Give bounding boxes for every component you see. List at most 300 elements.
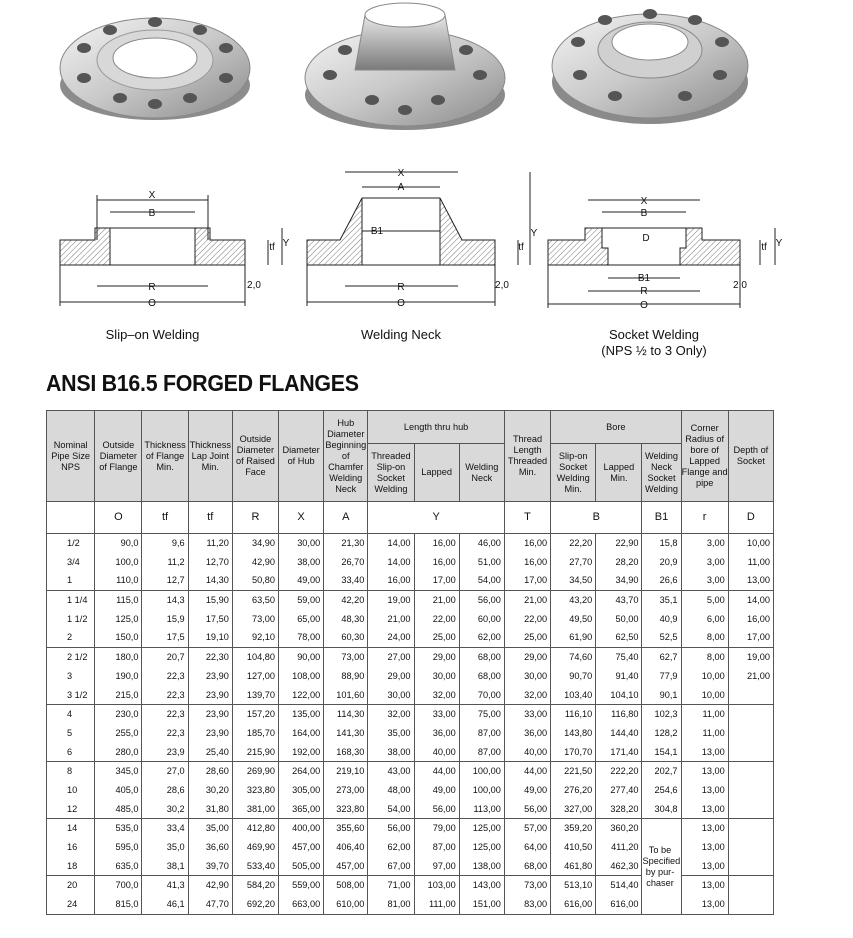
table-cell: 535,0 (115, 823, 139, 834)
dim-b1-3: B1 (637, 273, 651, 284)
table-cell: 14,30 (205, 575, 229, 586)
table-cell: 144,40 (610, 727, 639, 738)
table-cell: 70,00 (477, 689, 501, 700)
table-cell: 101,60 (336, 689, 365, 700)
table-cell: 33,40 (341, 575, 365, 586)
table-cell: 11,00 (702, 727, 725, 738)
table-cell: 26,70 (341, 556, 365, 567)
value-cell (681, 705, 728, 762)
table-cell: 12,7 (166, 575, 185, 586)
value-cell (459, 705, 504, 762)
table-cell (729, 876, 770, 895)
table-cell: 41,3 (166, 880, 185, 891)
table-cell: 56,00 (524, 803, 548, 814)
value-cell (681, 876, 728, 914)
value-cell (368, 876, 414, 914)
table-row-group (47, 648, 774, 705)
table-cell: 30,00 (432, 670, 456, 681)
table-cell: 400,00 (292, 823, 321, 834)
table-cell: 23,90 (205, 709, 229, 720)
table-cell: 559,00 (292, 880, 321, 891)
table-cell: 60,00 (477, 613, 501, 624)
table-cell (729, 686, 770, 705)
table-cell: 22,3 (166, 709, 185, 720)
value-cell (596, 591, 642, 648)
flange-illustrations (0, 0, 853, 370)
table-cell: 513,10 (564, 880, 593, 891)
table-cell: 22,3 (166, 727, 185, 738)
value-cell (232, 591, 278, 648)
nps-cell (47, 762, 95, 819)
table-cell: 35,0 (166, 842, 185, 852)
table-cell: 19,00 (387, 595, 411, 606)
value-cell (728, 534, 773, 591)
header-threaded-slip: Threaded Slip-on Socket Welding (368, 444, 414, 502)
table-cell: 56,00 (432, 803, 456, 814)
table-cell: 97,00 (432, 860, 456, 871)
nps-value: 1 (67, 575, 73, 586)
table-cell: 38,00 (387, 746, 411, 757)
table-cell: 127,00 (246, 670, 276, 681)
socket-welding-flange-photo (552, 9, 748, 124)
table-cell: 79,00 (432, 823, 456, 834)
value-cell (504, 591, 550, 648)
table-cell: 6,00 (706, 613, 725, 624)
table-cell: 3,00 (706, 575, 725, 586)
table-cell: 27,00 (387, 652, 411, 663)
dim-2-1: 2,0 (247, 280, 261, 291)
table-cell: 31,80 (205, 803, 229, 814)
table-cell: 23,90 (205, 689, 229, 700)
table-body (47, 534, 774, 915)
header-bore: Bore (551, 411, 681, 444)
table-cell: 34,90 (615, 575, 639, 586)
table-cell: 36,60 (205, 842, 229, 852)
table-cell: 381,00 (246, 803, 276, 814)
symbol-d: D (728, 502, 773, 534)
table-cell: 15,9 (166, 613, 185, 624)
nps-value: 1/2 (67, 538, 80, 548)
table-cell: 610,00 (336, 899, 365, 910)
dim-r-3: R (640, 286, 648, 297)
nps-value: 1 1/4 (67, 595, 88, 606)
table-cell: 26,6 (659, 575, 678, 586)
table-cell: 54,00 (477, 575, 501, 586)
table-cell: 185,70 (246, 727, 276, 738)
table-cell: 92,10 (252, 632, 276, 643)
table-cell: 103,40 (564, 689, 593, 700)
value-cell (95, 705, 142, 762)
dim-y-1: Y (282, 238, 290, 249)
header-lapped: Lapped (414, 444, 459, 502)
table-cell: 230,0 (115, 709, 139, 720)
nps-value: 2 (67, 632, 73, 643)
header-length-thru-hub: Length thru hub (368, 411, 505, 444)
symbol-r-small: r (681, 502, 728, 534)
value-cell (279, 819, 324, 876)
table-row-group (47, 591, 774, 648)
dim-2-3: 2,0 (733, 280, 747, 291)
value-cell (504, 876, 550, 914)
nps-cell (47, 648, 95, 705)
table-cell: 17,00 (747, 632, 770, 643)
table-cell: 255,0 (115, 727, 139, 738)
table-cell: 22,20 (569, 538, 593, 548)
table-cell: 139,70 (246, 689, 276, 700)
table-cell: 75,00 (477, 709, 501, 720)
value-cell (728, 591, 773, 648)
value-cell (232, 819, 278, 876)
table-cell: 64,00 (524, 842, 548, 852)
table-cell: 125,0 (115, 613, 139, 624)
value-cell (681, 591, 728, 648)
table-cell: 21,00 (524, 595, 548, 606)
value-cell (551, 876, 596, 914)
dim-x-2: X (397, 168, 405, 179)
caption-socket-note: (NPS ½ to 3 Only) (601, 343, 707, 358)
value-cell (642, 648, 681, 705)
table-cell: 90,70 (569, 670, 593, 681)
value-cell (232, 648, 278, 705)
table-cell: 65,00 (297, 613, 321, 624)
table-cell: 74,60 (569, 652, 593, 663)
table-cell: 73,00 (524, 880, 548, 891)
value-cell (642, 534, 681, 591)
symbol-r: R (232, 502, 278, 534)
table-cell: 10,00 (747, 538, 770, 548)
table-cell: 40,00 (432, 746, 456, 757)
value-cell (368, 591, 414, 648)
table-cell: 584,20 (246, 880, 276, 891)
table-cell: 273,00 (336, 784, 365, 795)
table-cell: 128,2 (654, 727, 678, 738)
table-cell: 462,30 (610, 860, 639, 871)
symbol-blank (47, 502, 95, 534)
table-cell: 38,00 (297, 556, 321, 567)
value-cell (681, 534, 728, 591)
table-cell: 87,00 (477, 746, 501, 757)
table-cell: 43,20 (569, 595, 593, 606)
table-cell: 533,40 (246, 860, 276, 871)
table-cell: 46,00 (477, 538, 501, 548)
table-cell: 42,90 (205, 880, 229, 891)
value-cell (324, 534, 368, 591)
value-cell (279, 534, 324, 591)
table-cell: 49,00 (432, 784, 456, 795)
table-cell: 25,00 (524, 632, 548, 643)
table-cell: 17,5 (166, 632, 185, 643)
nps-value: 3 1/2 (67, 689, 88, 700)
table-cell: 42,90 (252, 556, 276, 567)
table-cell: 111,00 (428, 899, 456, 910)
table-cell: 43,70 (615, 595, 639, 606)
value-cell (279, 648, 324, 705)
table-cell: 30,00 (387, 689, 411, 700)
value-cell (596, 705, 642, 762)
table-cell: 90,1 (659, 689, 678, 700)
value-cell (728, 762, 773, 819)
table-cell: 505,00 (292, 860, 321, 871)
value-cell (414, 591, 459, 648)
table-cell: 22,00 (432, 613, 456, 624)
header-thread-length: Thread Length Threaded Min. (504, 411, 550, 502)
symbol-y: Y (368, 502, 505, 534)
table-cell: 13,00 (701, 784, 725, 795)
table-cell: 168,30 (336, 746, 365, 757)
table-cell: 485,0 (115, 803, 139, 814)
table-cell: 280,0 (115, 746, 139, 757)
value-cell (642, 591, 681, 648)
table-cell: 27,70 (569, 556, 593, 567)
table-cell: 143,80 (564, 727, 593, 738)
value-cell (324, 876, 368, 914)
table-cell: 36,00 (432, 727, 456, 738)
table-cell: 25,40 (205, 746, 229, 757)
table-cell: 103,00 (427, 880, 456, 891)
value-cell (414, 705, 459, 762)
table-cell: 68,00 (477, 670, 501, 681)
header-hub-dia: Diameter of Hub (279, 411, 324, 502)
value-cell (459, 876, 504, 914)
value-cell (728, 819, 773, 876)
table-cell: 32,00 (432, 689, 456, 700)
value-cell (279, 762, 324, 819)
table-cell: 49,00 (297, 575, 321, 586)
table-cell (729, 724, 770, 743)
table-cell: 52,5 (659, 632, 678, 643)
table-cell: 73,00 (341, 652, 365, 663)
table-cell: 20,7 (166, 652, 185, 663)
table-cell: 50,00 (615, 613, 639, 624)
table-cell: 29,00 (524, 652, 548, 663)
table-cell: 151,00 (472, 899, 501, 910)
table-cell: 33,4 (166, 823, 185, 834)
table-cell: 692,20 (246, 899, 276, 910)
value-cell (596, 876, 642, 914)
table-cell: 115,0 (116, 595, 139, 606)
table-cell: 116,10 (564, 709, 593, 720)
value-cell (368, 705, 414, 762)
table-cell: 108,00 (292, 670, 321, 681)
table-cell: 110,0 (116, 575, 139, 586)
nps-cell (47, 819, 95, 876)
table-cell: 48,30 (341, 613, 365, 624)
table-cell: 30,2 (166, 803, 185, 814)
symbol-tf: tf (142, 502, 188, 534)
value-cell (142, 762, 188, 819)
table-cell: 215,0 (115, 689, 139, 700)
table-cell: 141,30 (336, 727, 365, 738)
value-cell (95, 591, 142, 648)
value-cell (188, 876, 232, 914)
table-cell: 405,0 (115, 784, 139, 795)
table-cell: 157,20 (246, 709, 276, 720)
table-cell: 113,00 (473, 803, 501, 814)
welding-neck-flange-photo (305, 3, 505, 130)
value-cell (95, 648, 142, 705)
table-row-group (47, 705, 774, 762)
table-cell: 20,9 (659, 556, 678, 567)
value-cell (188, 762, 232, 819)
table-cell: 222,20 (610, 766, 639, 777)
table-cell: 8,00 (706, 632, 725, 643)
value-cell (459, 819, 504, 876)
dim-tf-3: tf (761, 242, 767, 253)
table-cell: 48,00 (387, 784, 411, 795)
table-cell: 57,00 (524, 823, 548, 834)
nps-value: 24 (67, 899, 78, 910)
nps-value: 18 (67, 860, 78, 871)
table-cell: 63,50 (252, 595, 276, 606)
socket-section-diagram (548, 200, 775, 308)
value-cell (504, 819, 550, 876)
table-cell: 21,30 (341, 538, 365, 548)
table-cell: 269,90 (246, 766, 276, 777)
table-cell: 59,00 (297, 595, 321, 606)
value-cell (728, 876, 773, 914)
value-cell (596, 534, 642, 591)
header-thickness-lap: Thickness Lap Joint Min. (188, 411, 232, 502)
table-cell: 17,50 (205, 613, 229, 624)
table-cell: 49,00 (524, 784, 548, 795)
value-cell (142, 591, 188, 648)
value-cell (95, 534, 142, 591)
table-cell: 22,00 (524, 613, 548, 624)
table-cell: 102,3 (654, 709, 678, 720)
value-cell (324, 591, 368, 648)
value-cell (368, 534, 414, 591)
spec-note-cell: To be Specified by pur- chaser (642, 819, 681, 914)
table-cell: 3,00 (706, 556, 725, 567)
table-cell: 264,00 (292, 766, 321, 777)
table-cell: 16,00 (524, 556, 548, 567)
table-cell: 328,20 (610, 803, 639, 814)
table-cell: 21,00 (747, 670, 770, 681)
table-cell (729, 819, 770, 838)
table-cell: 22,30 (205, 652, 229, 663)
table-cell: 39,70 (205, 860, 229, 871)
nps-value: 5 (67, 727, 73, 738)
value-cell (188, 648, 232, 705)
table-cell: 254,6 (654, 784, 678, 795)
table-cell: 23,90 (205, 670, 229, 681)
table-cell: 16,00 (432, 538, 456, 548)
header-welding-neck: Welding Neck (459, 444, 504, 502)
table-cell: 60,30 (341, 632, 365, 643)
table-cell: 122,00 (292, 689, 321, 700)
table-cell: 33,00 (524, 709, 548, 720)
dim-d-3: D (642, 233, 650, 244)
table-cell: 21,00 (387, 613, 411, 624)
value-cell (368, 762, 414, 819)
value-cell (414, 819, 459, 876)
nps-value: 12 (67, 803, 78, 814)
table-cell: 457,00 (292, 842, 321, 852)
table-cell: 88,90 (341, 670, 365, 681)
table-cell (729, 857, 770, 876)
value-cell (188, 591, 232, 648)
table-cell: 19,10 (205, 632, 229, 643)
value-cell (728, 705, 773, 762)
value-cell (368, 648, 414, 705)
dim-r-1: R (148, 282, 156, 293)
table-cell: 14,00 (387, 556, 411, 567)
table-cell: 3,00 (706, 538, 725, 548)
table-cell: 13,00 (747, 575, 770, 586)
table-cell: 19,00 (747, 652, 770, 663)
table-cell: 11,20 (206, 538, 229, 548)
table-cell: 34,50 (569, 575, 593, 586)
table-cell: 180,0 (115, 652, 139, 663)
slip-on-flange-photo (60, 17, 250, 120)
table-cell: 277,40 (610, 784, 639, 795)
dim-o-2: O (397, 298, 405, 309)
table-cell: 215,90 (246, 746, 276, 757)
table-cell: 411,20 (611, 842, 639, 852)
nps-value: 6 (67, 746, 73, 757)
table-cell: 135,00 (292, 709, 321, 720)
nps-value: 14 (67, 823, 78, 834)
symbol-t: T (504, 502, 550, 534)
value-cell (642, 705, 681, 762)
header-bore-slip: Slip-on Socket Welding Min. (551, 444, 596, 502)
value-cell (459, 534, 504, 591)
value-cell (681, 819, 728, 876)
header-raised-face: Outside Diameter of Raised Face (232, 411, 278, 502)
header-outside-dia: Outside Diameter of Flange (95, 411, 142, 502)
table-cell: 51,00 (477, 556, 501, 567)
table-cell: 77,9 (659, 670, 678, 681)
table-cell: 29,00 (387, 670, 411, 681)
value-cell (368, 819, 414, 876)
value-cell (279, 876, 324, 914)
nps-cell (47, 534, 95, 591)
table-cell: 100,00 (472, 766, 501, 777)
value-cell (728, 648, 773, 705)
table-cell: 62,00 (477, 632, 501, 643)
table-cell: 15,8 (659, 538, 678, 548)
value-cell (414, 876, 459, 914)
table-cell: 104,10 (610, 689, 639, 700)
value-cell (188, 705, 232, 762)
value-cell (279, 591, 324, 648)
table-cell: 192,00 (292, 746, 321, 757)
value-cell (459, 648, 504, 705)
value-cell (232, 534, 278, 591)
table-cell: 35,00 (205, 823, 229, 834)
table-cell: 36,00 (524, 727, 548, 738)
table-cell: 13,00 (701, 823, 725, 834)
table-cell: 16,00 (747, 613, 770, 624)
table-cell: 46,1 (166, 899, 185, 910)
table-cell: 170,70 (564, 746, 593, 757)
table-cell: 30,00 (297, 538, 321, 548)
symbol-a: A (324, 502, 368, 534)
table-cell: 61,90 (569, 632, 593, 643)
value-cell (95, 876, 142, 914)
value-cell (551, 648, 596, 705)
table-cell (729, 800, 770, 819)
value-cell (232, 705, 278, 762)
table-cell: 13,00 (701, 880, 725, 891)
dim-b-3: B (640, 208, 648, 219)
table-cell (729, 762, 770, 781)
caption-welding-neck: Welding Neck (361, 327, 441, 342)
table-cell: 14,00 (387, 538, 411, 548)
value-cell (504, 705, 550, 762)
table-cell: 355,60 (336, 823, 365, 834)
table-cell: 35,00 (387, 727, 411, 738)
